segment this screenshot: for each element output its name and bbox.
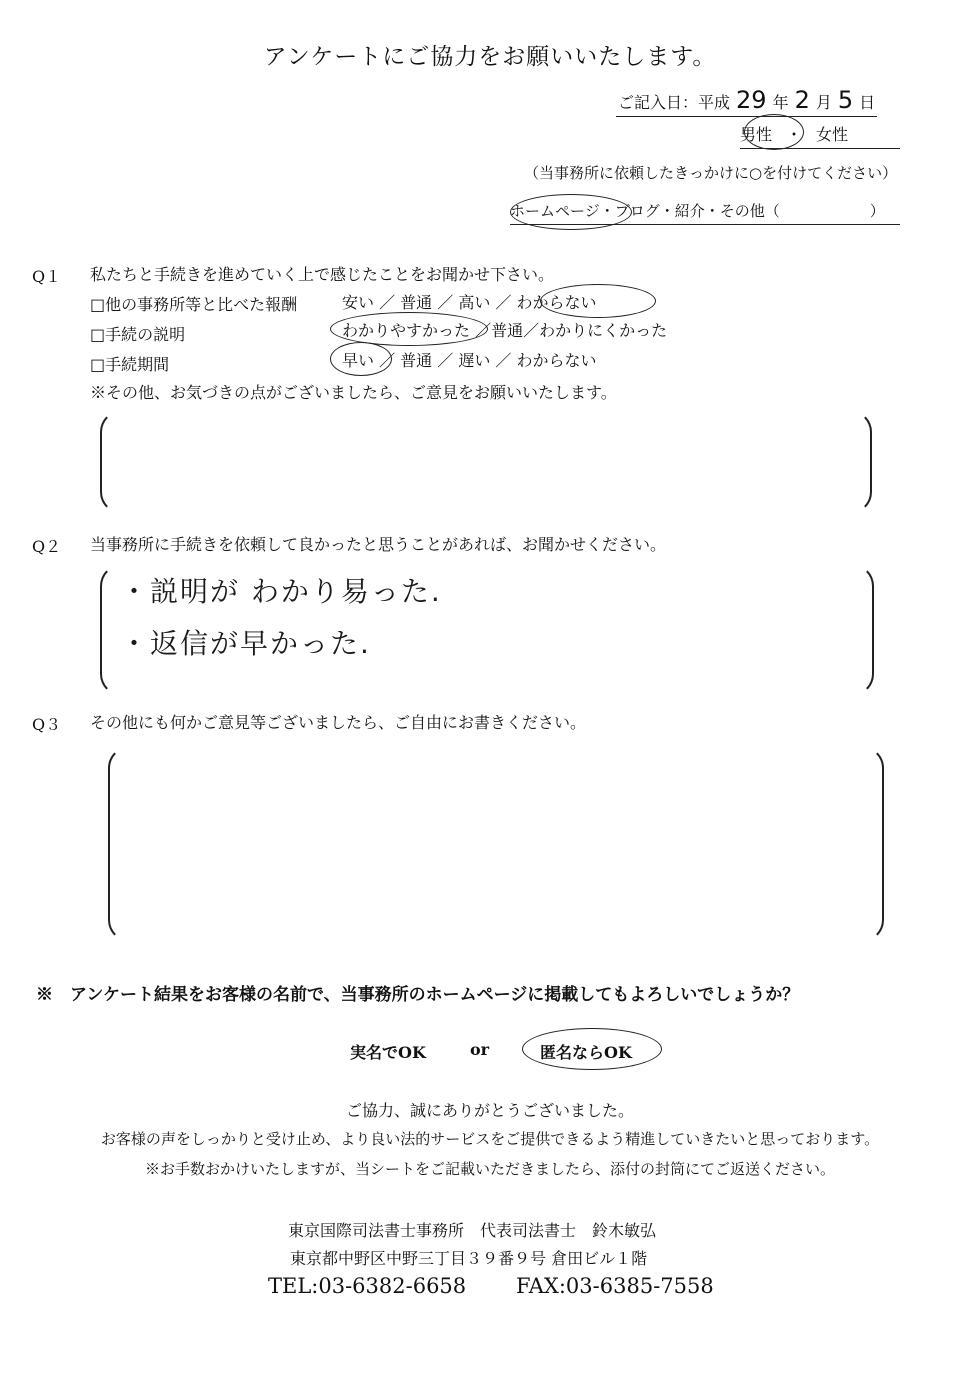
q3-label: Q３	[32, 715, 62, 734]
closing-message: お客様の声をしっかりと受け止め、より良い法的サービスをご提供できるよう精進していきたいと思っております。	[100, 1130, 880, 1148]
q1-explain-answers[interactable]: わかりやすかった ／普通／わかりにくかった	[342, 321, 668, 340]
gender-female-option[interactable]: 女性	[816, 125, 849, 144]
q1-question: 私たちと手続きを進めていく上で感じたことをお聞かせ下さい。	[90, 265, 555, 284]
selection-circle-period-fast	[330, 342, 392, 376]
date-day: 5	[837, 86, 854, 114]
footer-tel: TEL:03-6382-6658	[268, 1274, 467, 1298]
q1-other-note: ※その他、お気づきの点がございましたら、ご意見をお願いいたします。	[90, 383, 617, 402]
q1-explain-item[interactable]: □手続の説明	[90, 325, 186, 344]
q2-handwritten-line-1: ・説明が わかり易った.	[120, 575, 442, 608]
q1-fee-answers[interactable]: 安い ／ 普通 ／ 高い ／ わからない	[342, 293, 597, 312]
date-label: ご記入日：平成	[618, 93, 731, 112]
date-year: 29	[736, 86, 767, 114]
q3-question: その他にも何かご意見等ございましたら、ご自由にお書きください。	[90, 713, 587, 732]
date-year-unit: 年	[772, 93, 789, 112]
gender-male-option[interactable]: 男性	[740, 125, 773, 144]
publish-question: ※ アンケート結果をお客様の名前で、当事務所のホームページに掲載してもよろしいでしょうか？	[36, 985, 800, 1005]
q1-comment-box[interactable]	[100, 410, 872, 514]
q1-period-item[interactable]: □手続期間	[90, 355, 170, 374]
q2-question: 当事務所に手続きを依頼して良かったと思うことがあれば、お聞かせください。	[90, 535, 667, 554]
selection-circle-male	[744, 114, 804, 150]
selection-circle-anonymous	[522, 1028, 662, 1070]
selection-circle-fee-unknown	[540, 284, 656, 318]
gender-separator: ・	[786, 125, 803, 144]
date-day-unit: 日	[859, 93, 876, 112]
date-month: 2	[794, 86, 810, 114]
q1-label: Q１	[32, 267, 62, 286]
trigger-instruction: （当事務所に依頼したきっかけに○を付けてください）	[524, 164, 898, 182]
footer-fax: FAX:03-6385-7558	[516, 1274, 714, 1298]
entry-date	[616, 86, 877, 117]
date-month-unit: 月	[815, 93, 832, 112]
publish-option-real-name[interactable]: 実名でOK	[350, 1043, 426, 1062]
footer-address: 東京都中野区中野三丁目３９番９号 倉田ビル１階	[290, 1249, 648, 1268]
publish-option-or: or	[470, 1040, 490, 1059]
selection-circle-explain-clear	[330, 312, 488, 346]
q3-answer-box[interactable]	[108, 746, 884, 942]
trigger-options[interactable]: ホームページ・ブログ・紹介・その他（ ）	[510, 200, 900, 225]
q1-fee-item[interactable]: □他の事務所等と比べた報酬	[90, 295, 298, 314]
closing-return-note: ※お手数おかけいたしますが、当シートをご記載いただきましたら、添付の封筒にてご返送ください。	[144, 1160, 835, 1178]
q2-handwritten-line-2: ・返信が早かった.	[120, 627, 371, 660]
q1-period-answers[interactable]: 早い ／ 普通 ／ 遅い ／ わからない	[342, 351, 597, 370]
page-title: アンケートにご協力をお願いいたします。	[263, 44, 717, 70]
publish-option-anonymous[interactable]: 匿名ならOK	[540, 1043, 632, 1062]
footer-office: 東京国際司法書士事務所 代表司法書士 鈴木敏弘	[288, 1221, 657, 1240]
q2-label: Q２	[32, 537, 62, 556]
selection-circle-homepage	[510, 194, 632, 230]
closing-thanks: ご協力、誠にありがとうございました。	[345, 1101, 634, 1120]
